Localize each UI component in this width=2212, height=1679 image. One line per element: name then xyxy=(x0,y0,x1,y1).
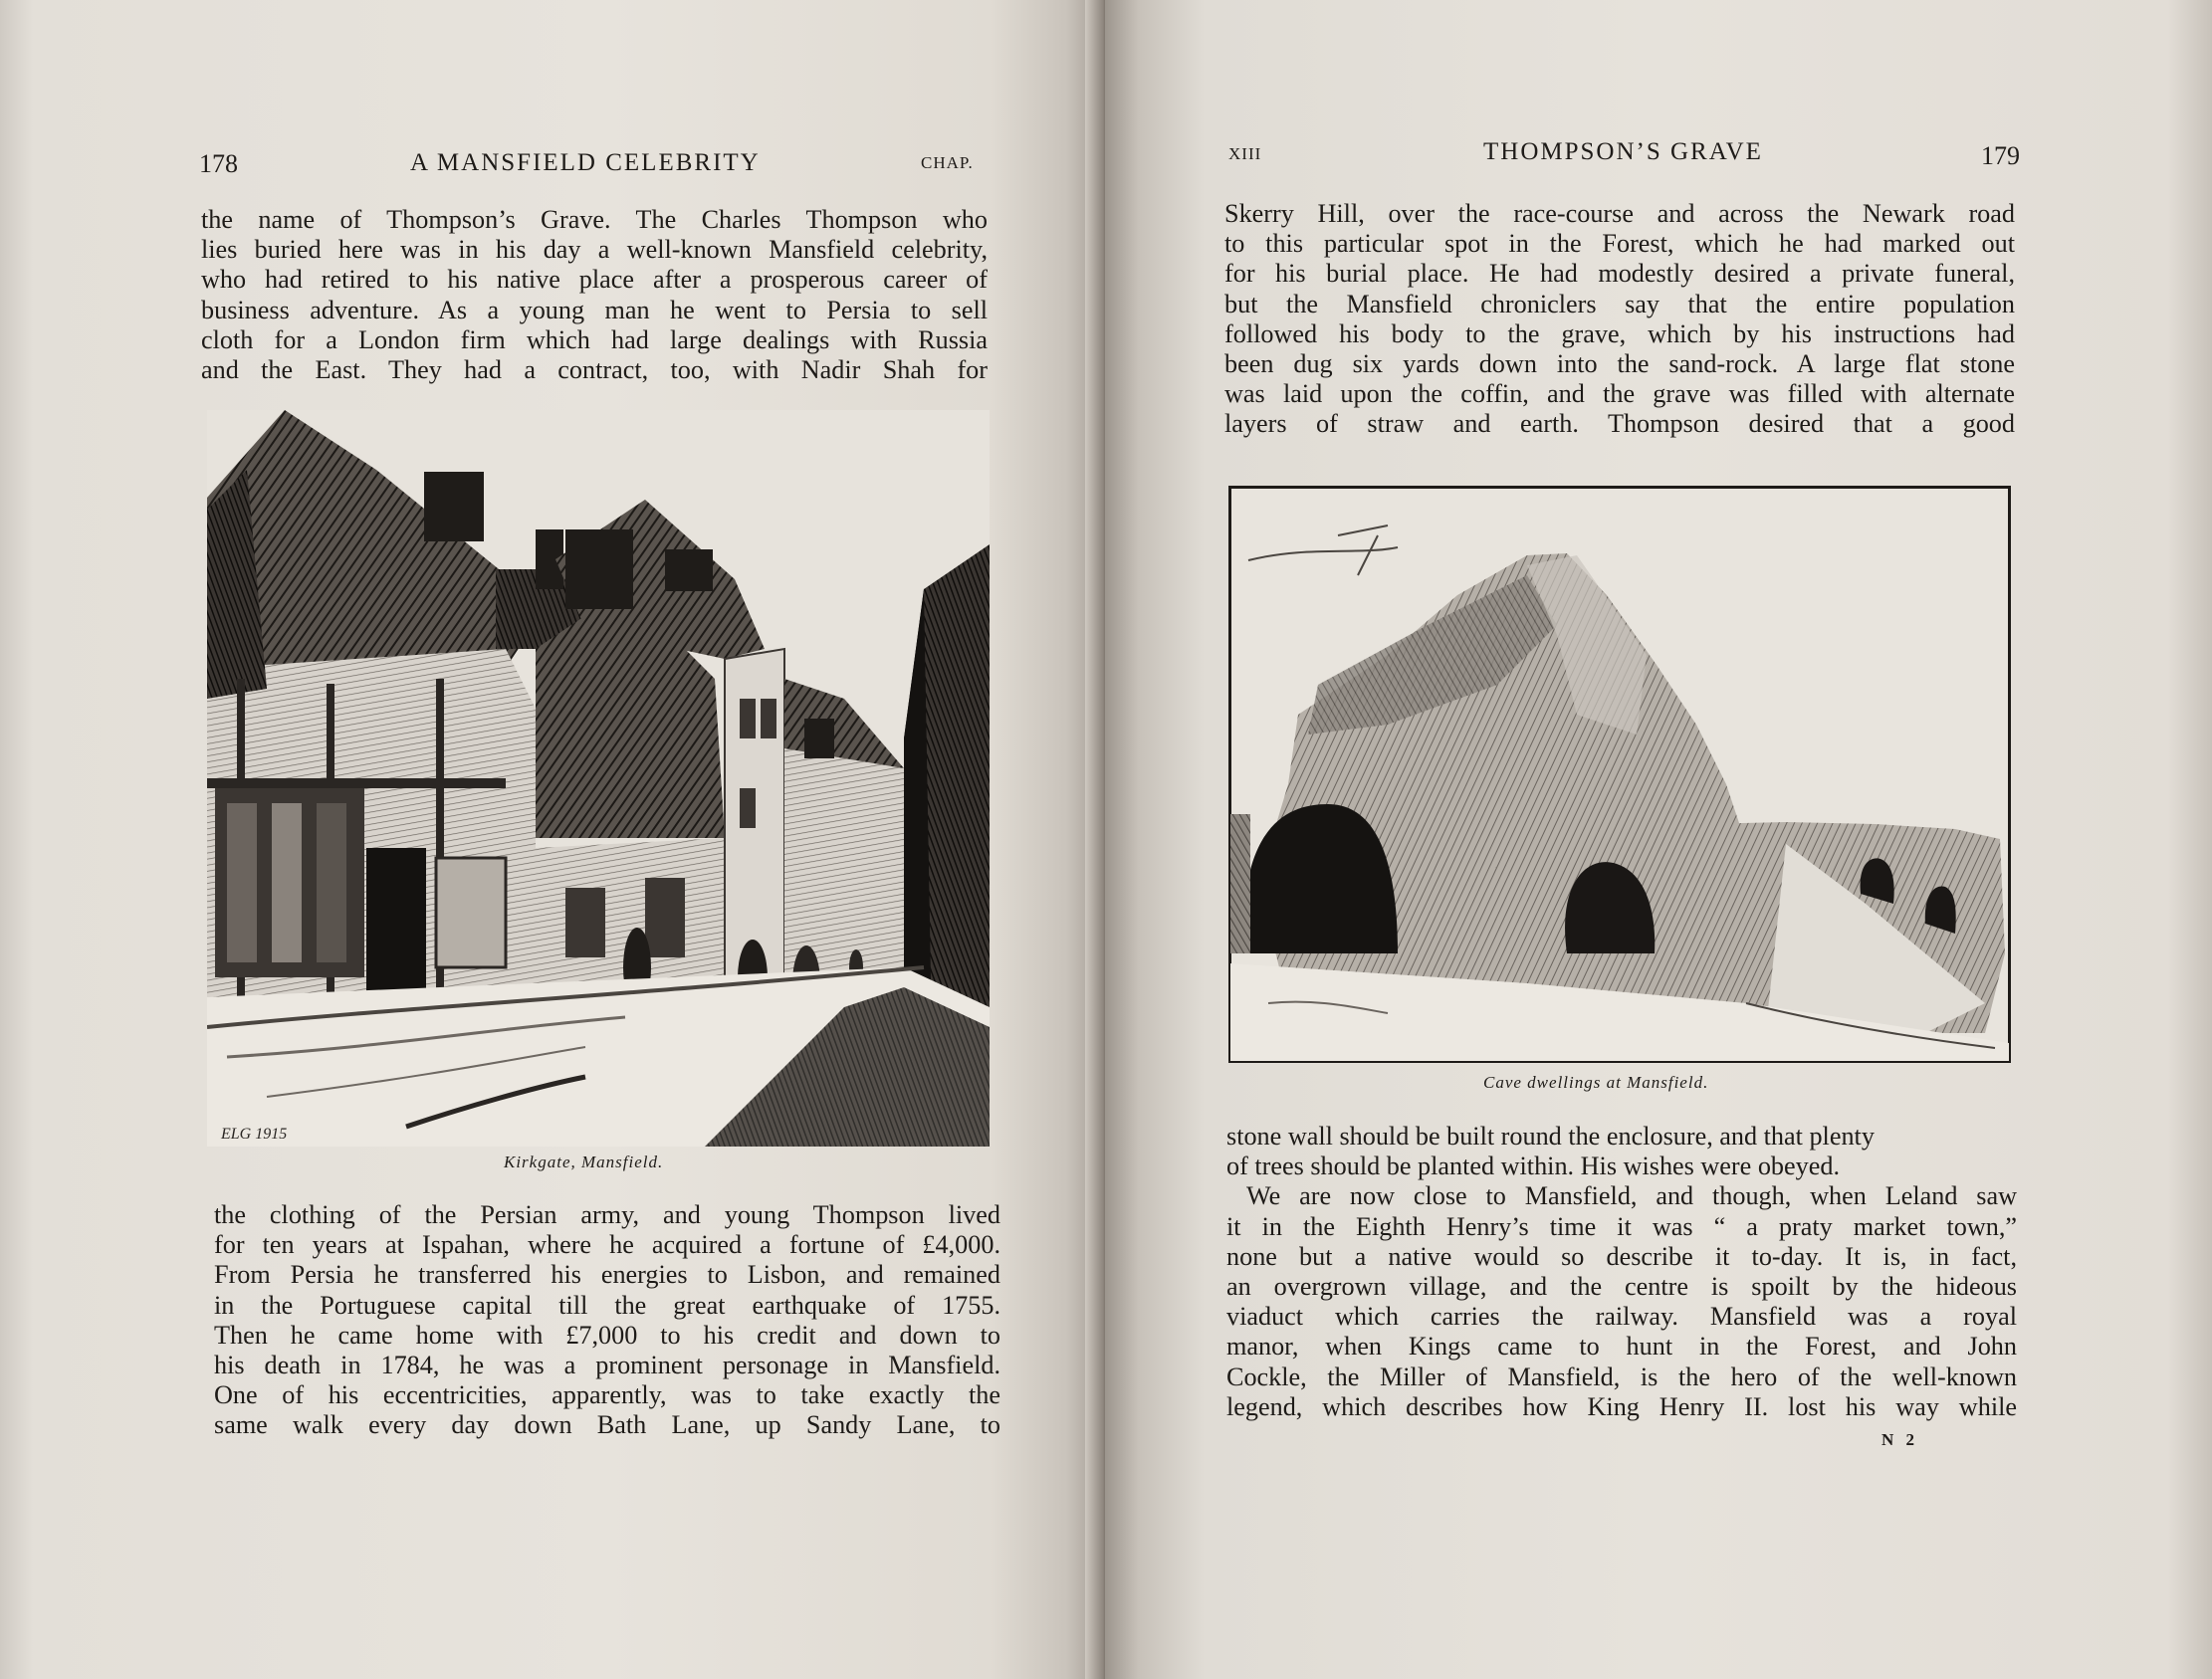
signature-mark: N 2 xyxy=(1881,1430,1919,1449)
text-line: his death in 1784, he was a prominent personage in Mansfield. xyxy=(214,1350,1000,1379)
text-line: We are now close to Mansfield, and though, when Leland saw xyxy=(1246,1181,2017,1211)
text-line: the name of Thompson’s Grave. The Charles Thompson who xyxy=(201,205,988,234)
text-line: Skerry Hill, over the race-course and across the Newark road xyxy=(1224,199,2015,228)
text-line: for his burial place. He had modestly desired a private funeral, xyxy=(1224,259,2015,289)
text-line: One of his eccentricities, apparently, was to take exactly the xyxy=(214,1380,1000,1410)
kirkgate-illustration xyxy=(207,410,990,1147)
text-line: layers of straw and earth. Thompson desired that a good xyxy=(1224,409,2015,439)
text-line: who had retired to his native place after a prosperous career of xyxy=(201,265,988,295)
right-paragraph-top xyxy=(1224,199,2015,440)
text-line: to this particular spot in the Forest, which he had marked out xyxy=(1224,229,2015,259)
chapter-label-left: CHAP. xyxy=(921,153,974,172)
text-line: in the Portuguese capital till the great earthquake of 1755. xyxy=(214,1290,1000,1320)
text-line: and the East. They had a contract, too, with Nadir Shah for xyxy=(201,354,988,384)
cave-illustration xyxy=(1228,486,2011,1063)
text-line: for ten years at Ispahan, where he acquired a fortune of £4,000. xyxy=(214,1230,1000,1260)
text-line: it in the Eighth Henry’s time it was “ a praty market town,” xyxy=(1226,1211,2017,1241)
right-page xyxy=(1105,0,2212,1679)
running-head-left: A MANSFIELD CELEBRITY xyxy=(410,149,761,176)
left-page xyxy=(0,0,1100,1679)
left-paragraph-bottom xyxy=(214,1200,1000,1441)
text-line: Cockle, the Miller of Mansfield, is the hero of the well-known xyxy=(1226,1362,2017,1391)
right-paragraph-bottom xyxy=(1226,1122,2017,1422)
text-line: an overgrown village, and the centre is spoilt by the hideous xyxy=(1226,1271,2017,1301)
text-line: legend, which describes how King Henry II. lost his way while xyxy=(1226,1391,2017,1421)
text-line: been dug six yards down into the sand-rock. A large flat stone xyxy=(1224,348,2015,378)
text-line: but the Mansfield chroniclers say that the entire population xyxy=(1224,289,2015,318)
text-line: business adventure. As a young man he went to Persia to sell xyxy=(201,295,988,324)
text-line: lies buried here was in his day a well-known Mansfield celebrity, xyxy=(201,235,988,265)
text-line: stone wall should be built round the enclosure, and that plenty xyxy=(1226,1122,1875,1151)
kirkgate-caption: Kirkgate, Mansfield. xyxy=(504,1153,664,1171)
text-line: of trees should be planted within. His wishes were obeyed. xyxy=(1226,1152,1840,1181)
page-number-left: 178 xyxy=(199,149,238,178)
text-line: the clothing of the Persian army, and young Thompson lived xyxy=(214,1200,1000,1229)
left-paragraph-top xyxy=(201,205,988,385)
text-line: cloth for a London firm which had large dealings with Russia xyxy=(201,324,988,354)
running-head-right: THOMPSON’S GRAVE xyxy=(1483,138,1763,165)
text-line: none but a native would so describe it to-day. It is, in fact, xyxy=(1226,1241,2017,1271)
text-line: manor, when Kings came to hunt in the Forest, and John xyxy=(1226,1332,2017,1362)
page-number-right: 179 xyxy=(1981,141,2020,170)
svg-text:ELG 1915: ELG 1915 xyxy=(221,1126,288,1143)
text-line: From Persia he transferred his energies to Lisbon, and remained xyxy=(214,1260,1000,1290)
text-line: was laid upon the coffin, and the grave was filled with alternate xyxy=(1224,379,2015,409)
cave-caption: Cave dwellings at Mansfield. xyxy=(1483,1073,1709,1092)
text-line: same walk every day down Bath Lane, up Sandy Lane, to xyxy=(214,1410,1000,1440)
text-line: Then he came home with £7,000 to his credit and down to xyxy=(214,1320,1000,1350)
text-line: viaduct which carries the railway. Mansfield was a royal xyxy=(1226,1302,2017,1332)
text-line: followed his body to the grave, which by his instructions had xyxy=(1224,318,2015,348)
chapter-label-right: XIII xyxy=(1228,144,1262,163)
